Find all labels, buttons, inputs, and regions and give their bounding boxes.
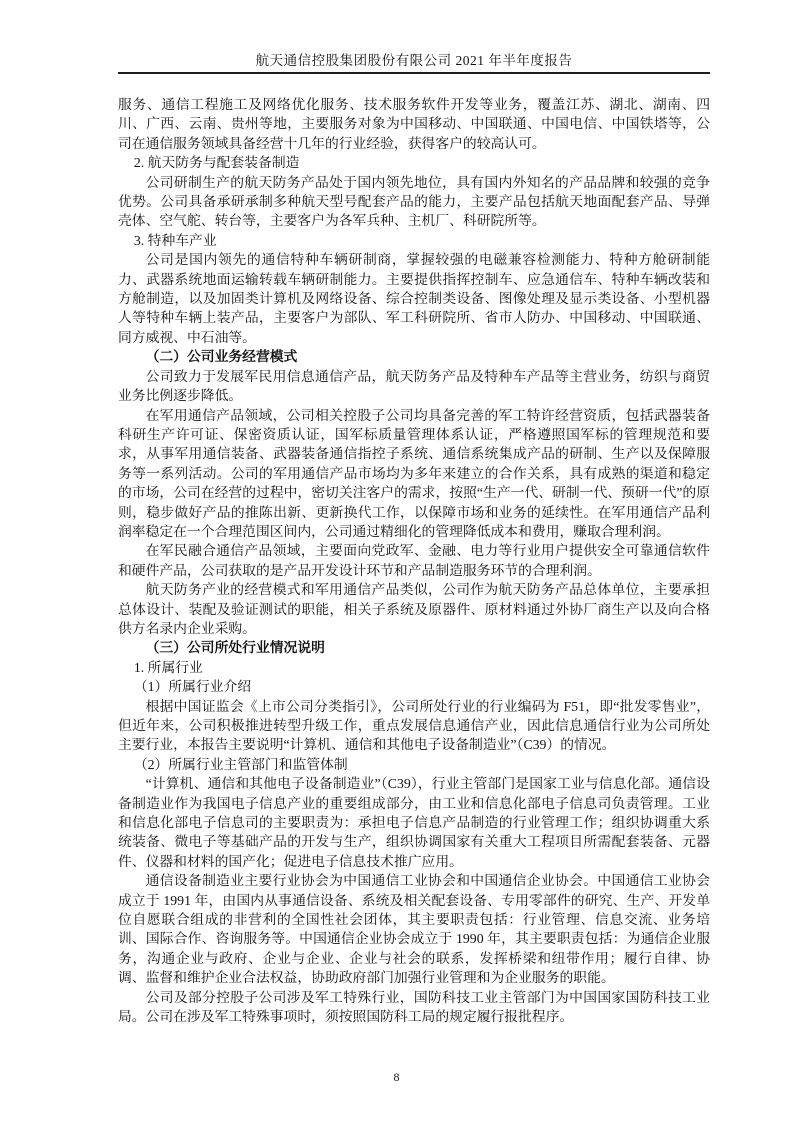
body-paragraph: 公司致力于发展军民用信息通信产品，航天防务产品及特种车产品等主营业务，纺织与商贸业务比例逐步降低。 xyxy=(118,368,710,404)
numbered-subheading: 1. 所属行业 xyxy=(133,659,203,675)
report-header-title: 航天通信控股集团股份有限公司 2021 年半年度报告 xyxy=(255,53,573,68)
body-paragraph: 根据中国证监会《上市公司分类指引》，公司所处行业的行业编码为 F51，即“批发零售业”，但近年来，公司积极推进转型升级工作，重点发展信息通信产业，因此信息通信行业为公司所处主要行业，本报告主要说明“计算机、通信和其他电子设备制造业”（C39）的情况。 xyxy=(118,698,710,753)
section-heading: （三）公司所处行业情况说明 xyxy=(145,640,325,656)
numbered-subheading: （1）所属行业介绍 xyxy=(133,679,252,695)
section-heading: （二）公司业务经营模式 xyxy=(145,349,298,365)
header-rule xyxy=(118,72,710,74)
body-paragraph: “计算机、通信和其他电子设备制造业”（C39），行业主管部门是国家工业与信息化部。通信设备制造业作为我国电子信息产业的重要组成部分，由工业和信息化部电子信息司负责管理。工业和信息化部电子信息司的主要职责为：承担电子信息产品制造的行业管理工作；组织协调重大系统装备、微电子等基础产品的开发与生产，组织协调国家有关重大工程项目所需配套装备、元器件、仪器和材料的国产化；促进电子信息技术推广应用。 xyxy=(118,776,710,869)
report-body xyxy=(118,95,710,1027)
body-paragraph: 公司研制生产的航天防务产品处于国内领先地位，具有国内外知名的产品品牌和较强的竞争优势。公司具备承研承制多种航天型号配套产品的能力，主要产品包括航天地面配套产品、导弹壳体、空气舵、转台等，主要客户为各军兵种、主机厂、科研院所等。 xyxy=(118,174,710,229)
body-paragraph: 在军用通信产品领域，公司相关控股子公司均具备完善的军工特许经营资质，包括武器装备科研生产许可证、保密资质认证，国军标质量管理体系认证，严格遵照国军标的管理规范和要求，从事军用通信装备、武器装备通信指控子系统、通信系统集成产品的研制、生产以及保障服务等一系列活动。公司的军用通信产品市场均为多年来建立的合作关系，具有成熟的渠道和稳定的市场，公司在经营的过程中，密切关注客户的需求，按照“生产一代、研制一代、预研一代”的原则，稳步做好产品的推陈出新、更新换代工作，以保障市场和业务的延续性。在军用通信产品利润率稳定在一个合理范围区间内，公司通过精细化的管理降低成本和费用，赚取合理利润。 xyxy=(118,407,710,539)
body-paragraph: 公司及部分控股子公司涉及军工特殊行业，国防科技工业主管部门为中国国家国防科技工业局。公司在涉及军工特殊事项时，须按照国防科工局的规定履行报批程序。 xyxy=(118,989,710,1025)
numbered-subheading: （2）所属行业主管部门和监管体制 xyxy=(133,756,348,772)
body-paragraph: 在军民融合通信产品领域，主要面向党政军、金融、电力等行业用户提供安全可靠通信软件和硬件产品，公司获取的是产品开发设计环节和产品制造服务环节的合理利润。 xyxy=(118,543,710,578)
page-number: 8 xyxy=(393,1070,400,1084)
body-paragraph: 公司是国内领先的通信特种车辆研制商，掌握较强的电磁兼容检测能力、特种方舱研制能力、武器系统地面运输转载车辆研制能力。主要提供指挥控制车、应急通信车、特种车辆改装和方舱制造，以及加固类计算机及网络设备、综合控制类设备、图像处理及显示类设备、小型机器人等特种车辆上装产品，主要客户为部队、军工科研院所、省市人防办、中国移动、中国联通、同方威视、中石油等。 xyxy=(118,252,710,345)
body-paragraph: 航天防务产业的经营模式和军用通信产品类似，公司作为航天防务产品总体单位，主要承担总体设计、装配及验证测试的职能，相关子系统及原器件、原材料通过外协厂商生产以及向合格供方名录内企业采购。 xyxy=(118,582,710,636)
body-paragraph: 服务、通信工程施工及网络优化服务、技术服务软件开发等业务，覆盖江苏、湖北、湖南、四川、广西、云南、贵州等地，主要服务对象为中国移动、中国联通、中国电信、中国铁塔等，公司在通信服务领域具备经营十几年的行业经验，获得客户的较高认可。 xyxy=(118,97,710,151)
numbered-subheading: 2. 航天防务与配套装备制造 xyxy=(133,155,300,171)
body-paragraph: 通信设备制造业主要行业协会为中国通信工业协会和中国通信企业协会。中国通信工业协会成立于 1991 年，由国内从事通信设备、系统及相关配套设备、专用零部件的研究、生产、开发单位自愿联合组成的非营利的全国性社会团体，其主要职责包括：行业管理、信息交流、业务培训、国际合作、咨询服务等。中国通信企业协会成立于 1990 年，其主要职责包括：为通信企业服务，沟通企业与政府、企业与企业、企业与社会的联系，发挥桥梁和纽带作用；履行自律、协调、监督和维护企业合法权益，协助政府部门加强行业管理和为企业服务的职能。 xyxy=(118,873,710,986)
numbered-subheading: 3. 特种车产业 xyxy=(133,232,217,248)
